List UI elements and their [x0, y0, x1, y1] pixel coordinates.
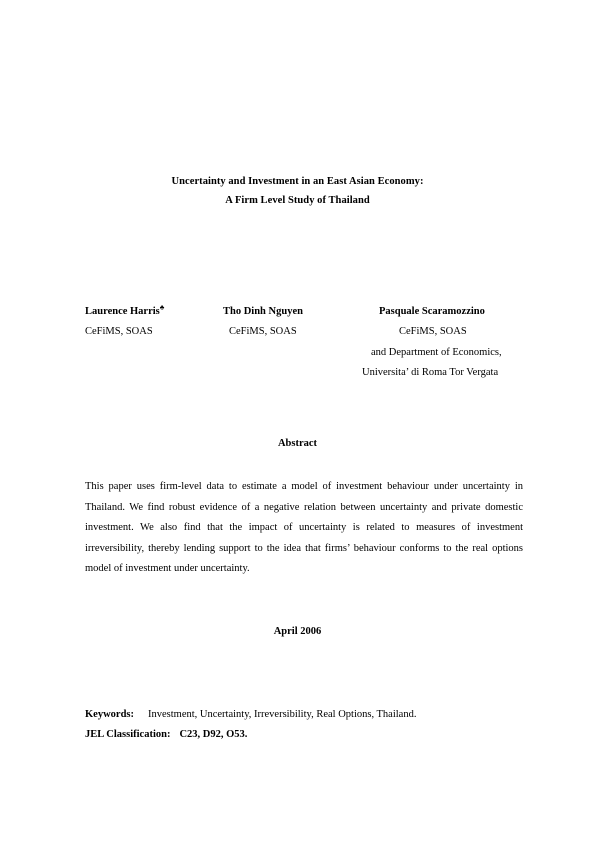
paper-title-line-2: A Firm Level Study of Thailand	[225, 195, 370, 206]
jel-label: JEL Classification:	[85, 729, 171, 740]
publication-date: April 2006	[273, 626, 322, 637]
author-name-scaramozzino: Pasquale Scaramozzino	[379, 306, 485, 317]
author-affiliation-scaramozzino-3: Universita’ di Roma Tor Vergata	[362, 367, 499, 378]
author-affiliation-harris: CeFiMS, SOAS	[85, 326, 153, 337]
author-affiliation-scaramozzino-2: and Department of Economics,	[371, 347, 502, 358]
author-name-nguyen: Tho Dinh Nguyen	[223, 306, 303, 317]
author-name-harris: Laurence Harris♣	[85, 303, 165, 317]
author-footnote-mark: ♣	[159, 303, 165, 312]
abstract-text: This paper uses firm-level data to estimate a model of investment behaviour under uncertainty in Thailand. We find robust evidence of a negative relation between uncertainty and private domestic investment. We also find that the impact of uncertainty is related to measures of investment irreversibility, thereby lending support to the idea that firms’ behaviour conforms to the real options model of investment under uncertainty.	[85, 481, 523, 575]
jel-value: C23, D92, O53.	[179, 729, 248, 740]
author-affiliation-scaramozzino-1: CeFiMS, SOAS	[399, 326, 467, 337]
keywords-row	[85, 709, 416, 720]
jel-row	[85, 729, 247, 740]
abstract-heading: Abstract	[277, 438, 318, 449]
author-affiliation-nguyen: CeFiMS, SOAS	[229, 326, 297, 337]
paper-title-line-1: Uncertainty and Investment in an East Asian Economy:	[171, 176, 424, 187]
keywords-value: Investment, Uncertainty, Irreversibility, Real Options, Thailand.	[148, 709, 417, 720]
keywords-label: Keywords:	[85, 709, 134, 720]
